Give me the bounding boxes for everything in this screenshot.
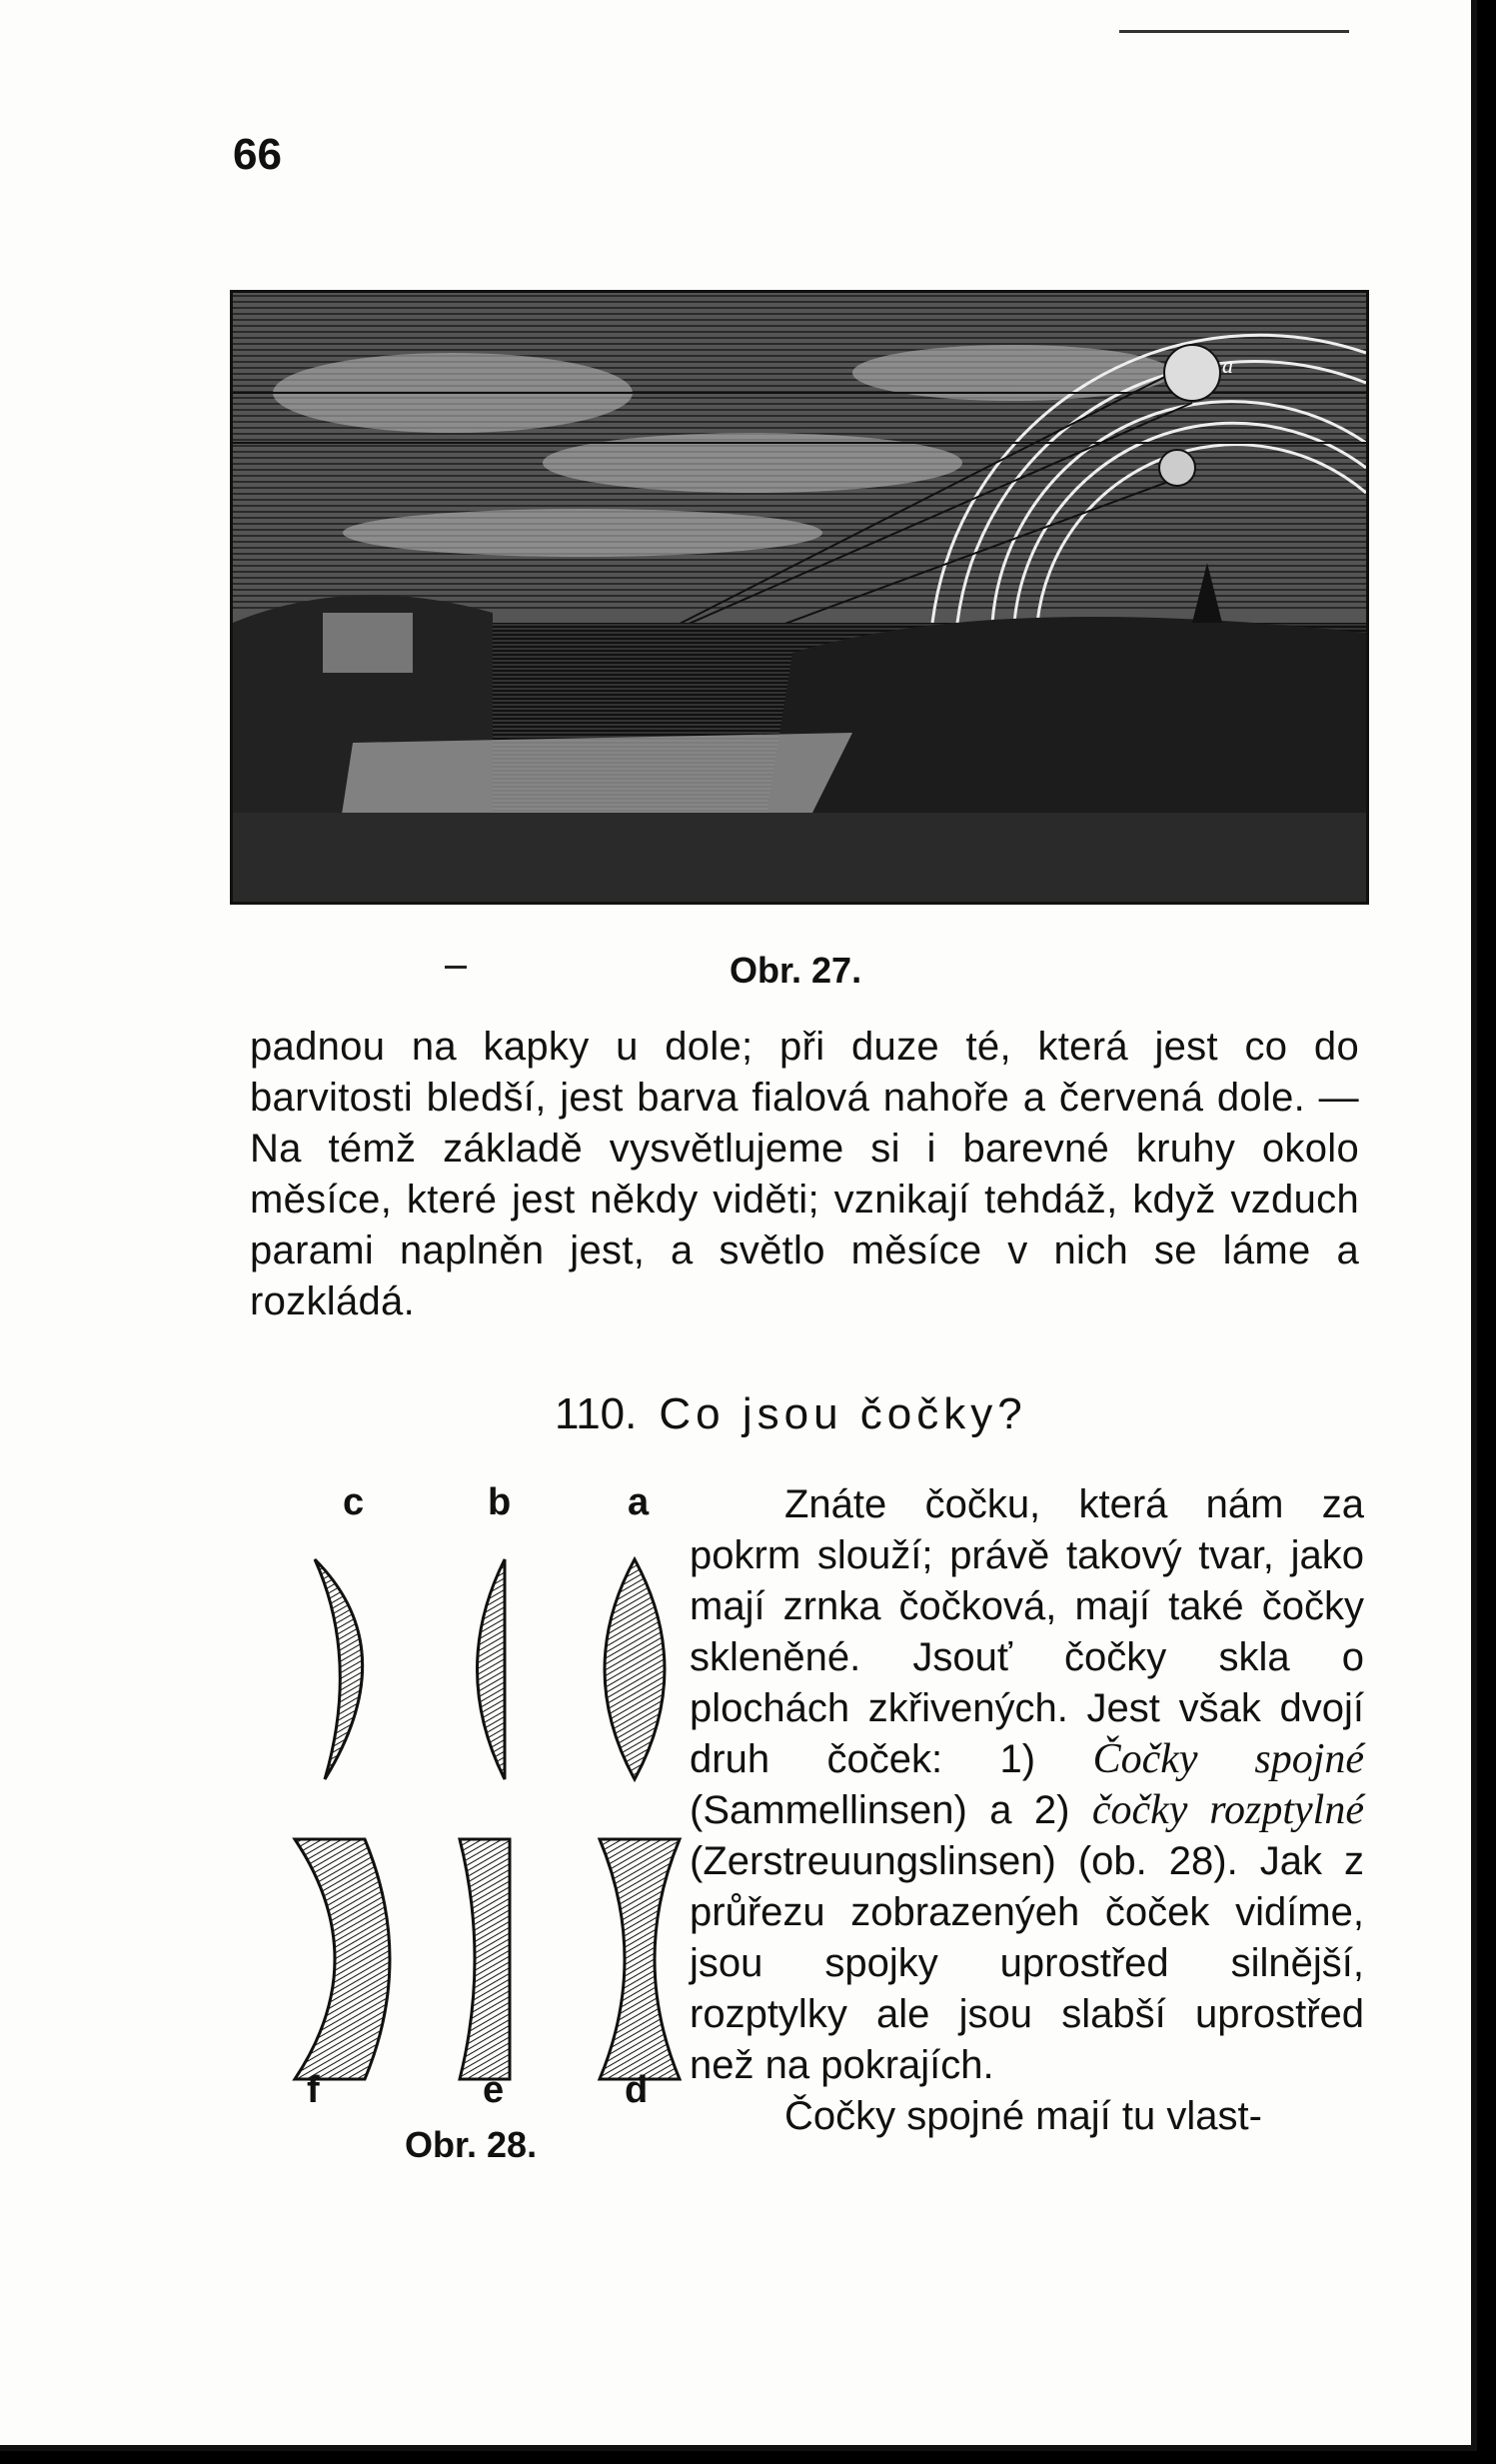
lens-paragraph-2: Čočky spojné mají tu vlast- xyxy=(784,2094,1262,2138)
lens-d-biconcave xyxy=(600,1839,680,2079)
lens-figure xyxy=(255,1479,695,2119)
page-number: 66 xyxy=(233,130,282,179)
lens-label-f: f xyxy=(307,2069,320,2111)
figure-28-caption: Obr. 28. xyxy=(405,2124,538,2165)
lens-b-plano-convex xyxy=(478,1559,506,1779)
lens-label-b: b xyxy=(488,1481,512,1523)
page-edge-mark xyxy=(1119,30,1349,33)
lens-label-d: d xyxy=(625,2069,649,2111)
section-heading xyxy=(555,1389,1027,1439)
lens-c-meniscus xyxy=(315,1559,363,1779)
raindrop-u-label: a xyxy=(1222,353,1233,378)
lens-text-b: (Sammellinsen) a 2) xyxy=(690,1788,1070,1832)
body-paragraph xyxy=(250,1022,1359,1327)
rainbow-engraving-figure xyxy=(230,290,1369,905)
lens-label-c: c xyxy=(343,1481,365,1523)
paragraph-1: padnou na kapky u dole; při duze té, která jest co do barvitosti bledší, jest barva fialová nahoře a červená dole. — Na témž základě vysvětlujeme si i barevné kruhy okolo měsíce, které jest někdy viděti; vznikají tehdáž, když vzduch parami naplněn jest, a světlo měsíce v nich se láme a rozkládá. xyxy=(250,1025,1359,1323)
caption-dash xyxy=(445,966,467,969)
lens-e-plano-concave xyxy=(460,1839,510,2079)
section-number: 110. xyxy=(555,1389,638,1438)
lens-label-e: e xyxy=(483,2069,505,2111)
lens-text-c: (Zerstreuungslinsen) (ob. 28). Jak z průřezu zobrazenýeh čoček vidíme, jsou spojky uprostřed silnější, rozptylky ale jsou slabší uprostřed než na pokrajích. xyxy=(690,1839,1364,2087)
lens-cross-sections xyxy=(255,1479,695,2119)
lens-paragraph-1 xyxy=(690,1479,1364,2091)
section-title: Co jsou čočky? xyxy=(659,1389,1027,1438)
castle xyxy=(323,613,413,673)
lens-a-biconvex xyxy=(605,1559,665,1779)
rainbow-engraving-illustration xyxy=(233,293,1366,902)
figure-27-caption: Obr. 27. xyxy=(730,950,862,991)
raindrop-v xyxy=(1159,450,1195,486)
lens-text-a: Znáte čočku, která nám za pokrm slouží; právě takový tvar, jako mají zrnka čočková, mají také čočky skleněné. Jsouť čočky skla o plochách zkřivených. Jest však dvojí druh čoček: 1) xyxy=(690,1482,1364,1781)
term-diverging: čočky rozptylné xyxy=(1091,1787,1364,1833)
term-converging: Čočky spojné xyxy=(1092,1736,1364,1782)
raindrop-u xyxy=(1164,345,1220,401)
lens-label-a: a xyxy=(628,1481,650,1523)
lens-f-concave-meniscus xyxy=(295,1839,390,2079)
lens-description xyxy=(690,1479,1364,2142)
